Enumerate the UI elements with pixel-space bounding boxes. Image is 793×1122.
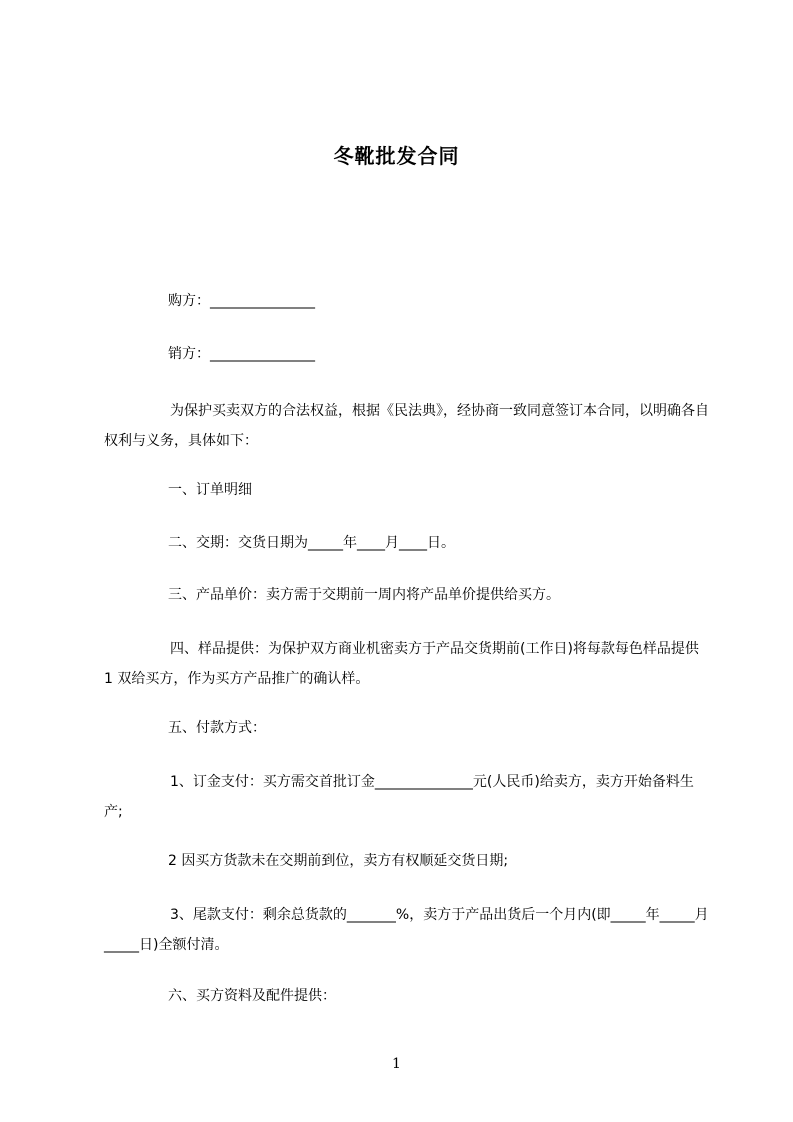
buyer-line: 购方：_______________	[168, 293, 315, 309]
section-order-details: 一、订单明细	[168, 482, 252, 498]
section-samples-paragraph	[104, 634, 709, 694]
payment-balance-paragraph	[104, 900, 709, 960]
payment-deposit-paragraph	[104, 767, 709, 827]
payment-deposit-text: 1、订金支付：买方需交首批订金______________元(人民币)给卖方，卖方开始备料生产;	[104, 774, 694, 820]
page-number: 1	[392, 1056, 401, 1072]
payment-delay-clause: 2 因买方货款未在交期前到位，卖方有权顺延交货日期;	[168, 853, 509, 869]
section-buyer-materials: 六、买方资料及配件提供：	[168, 988, 336, 1004]
intro-text: 为保护买卖双方的合法权益，根据《民法典》，经协商一致同意签订本合同，以明确各自权利与义务，具体如下：	[104, 403, 709, 449]
seller-line: 销方：_______________	[168, 346, 315, 362]
section-delivery-date: 二、交期：交货日期为_____年____月____日。	[168, 535, 455, 551]
payment-balance-text: 3、尾款支付：剩余总货款的_______%，卖方于产品出货后一个月内(即_____年_____月_____日)全额付清。	[104, 907, 709, 953]
document-title: 冬靴批发合同	[333, 144, 460, 168]
section-samples-text: 四、样品提供：为保护双方商业机密卖方于产品交货期前(工作日)将每款每色样品提供 1 双给买方，作为买方产品推广的确认样。	[104, 641, 699, 687]
section-unit-price: 三、产品单价：卖方需于交期前一周内将产品单价提供给买方。	[168, 587, 560, 603]
intro-paragraph	[104, 396, 709, 456]
section-payment: 五、付款方式：	[168, 720, 266, 736]
